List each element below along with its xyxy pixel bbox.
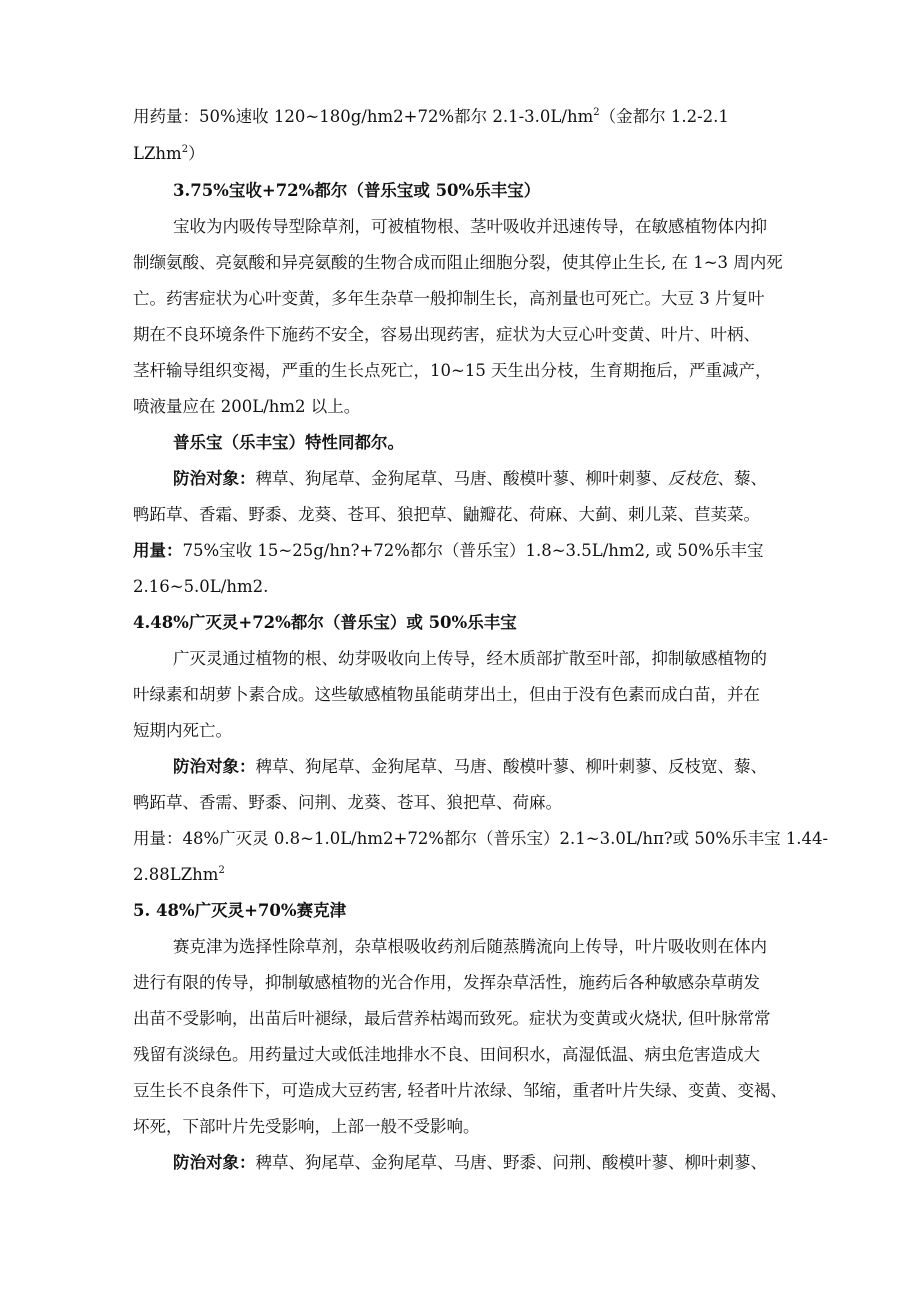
section-3-para-line: 制缬氨酸、亮氨酸和异亮氨酸的生物合成而阻止细胞分裂，使其停止生长, 在 1~3 周内死 <box>133 253 783 272</box>
section-3-para-line: 亡。药害症状为心叶变黄，多年生杂草一般抑制生长，高剂量也可死亡。大豆 3 片复叶 <box>133 289 765 308</box>
section-4-para-line: 短期内死亡。 <box>133 721 232 740</box>
dosage-line-1: 用药量：50%速收 120~180g/hm2+72%都尔 $2.1-3.0L/hm^2$（金都尔 1.2-2.1 <box>133 107 729 126</box>
section-3-dose-line-1: 用量：75%宝收 15~25g/hn?+72%都尔（普乐宝）1.8~3.5L/hm2, 或 50%乐丰宝 <box>133 541 764 560</box>
section-4-para-line: 广灭灵通过植物的根、幼芽吸收向上传导，经木质部扩散至叶部，抑制敏感植物的 <box>173 649 767 668</box>
section-4-dose-line-1: 用量：48%广灭灵 0.8~1.0L/hm2+72%都尔（普乐宝）2.1~3.0L/hπ?或 50%乐丰宝 1.44- <box>133 829 829 848</box>
section-3-note: 普乐宝（乐丰宝）特性同都尔。 <box>173 433 404 452</box>
section-5-para-line: 坏死，下部叶片先受影响，上部一般不受影响。 <box>133 1117 480 1136</box>
section-3-para-line: 茎杆输导组织变褐，严重的生长点死亡，10~15 天生出分枝，生育期拖后，严重减产， <box>133 361 772 380</box>
section-5-para-line: 进行有限的传导，抑制敏感植物的光合作用，发挥杂草活性，施药后各种敏感杂草萌发 <box>133 973 760 992</box>
section-3-targets-line-1: 防治对象：稗草、狗尾草、金狗尾草、马唐、酸模叶蓼、柳叶刺蓼、反枝危、藜、 <box>173 469 767 488</box>
section-4-para-line: 叶绿素和胡萝卜素合成。这些敏感植物虽能萌芽出土，但由于没有色素而成白苗，并在 <box>133 685 760 704</box>
section-4-targets-line-2: 鸭跖草、香需、野黍、问荆、龙葵、苍耳、狼把草、荷麻。 <box>133 793 562 812</box>
section-3-para-line: 宝收为内吸传导型除草剂，可被植物根、茎叶吸收并迅速传导，在敏感植物体内抑 <box>173 217 767 236</box>
section-3-dose-line-2: 2.16~5.0L/hm2. <box>133 577 269 596</box>
section-3-para-line: 期在不良环境条件下施药不安全，容易出现药害，症状为大豆心叶变黄、叶片、叶柄、 <box>133 325 760 344</box>
section-4-targets-line-1: 防治对象：稗草、狗尾草、金狗尾草、马唐、酸模叶蓼、柳叶刺蓼、反枝宽、藜、 <box>173 757 767 776</box>
dose-label: 用量： <box>133 541 183 560</box>
section-5-para-line: 豆生长不良条件下，可造成大豆药害, 轻者叶片浓绿、邹缩，重者叶片失绿、变黄、变褐、 <box>133 1081 787 1100</box>
targets-label: 防治对象： <box>173 757 256 776</box>
section-3-para-line: 喷液量应在 200L/hm2 以上。 <box>133 397 361 416</box>
section-5-para-line: 残留有淡绿色。用药量过大或低洼地排水不良、田间积水，高湿低温、病虫危害造成大 <box>133 1045 760 1064</box>
section-5-para-line: 出苗不受影响，出苗后叶褪绿，最后营养枯竭而致死。症状为变黄或火烧状, 但叶脉常常 <box>133 1009 771 1028</box>
dosage-line-2: LZhm$^2$） <box>133 144 205 163</box>
section-3-targets-line-2: 鸭跖草、香霜、野黍、龙葵、苍耳、狼把草、鼬瓣花、荷麻、大蓟、刺儿菜、苣荬菜。 <box>133 505 760 524</box>
section-4-heading: 4.48%广灭灵+72%都尔（普乐宝）或 50%乐丰宝 <box>133 613 517 632</box>
targets-label: 防治对象： <box>173 469 256 488</box>
section-5-para-line: 赛克津为选择性除草剂，杂草根吸收药剂后随蒸腾流向上传导，叶片吸收则在体内 <box>173 937 767 956</box>
section-3-heading: 3.75%宝收+72%都尔（普乐宝或 50%乐丰宝） <box>173 181 541 200</box>
section-5-heading: 5. 48%广灭灵+70%赛克津 <box>133 901 347 920</box>
section-4-dose-line-2: 2.88LZhm$^2$ <box>133 865 225 884</box>
section-5-targets-line-1: 防治对象：稗草、狗尾草、金狗尾草、马唐、野黍、问荆、酸模叶蓼、柳叶刺蓼、 <box>173 1153 767 1172</box>
targets-label: 防治对象： <box>173 1153 256 1172</box>
